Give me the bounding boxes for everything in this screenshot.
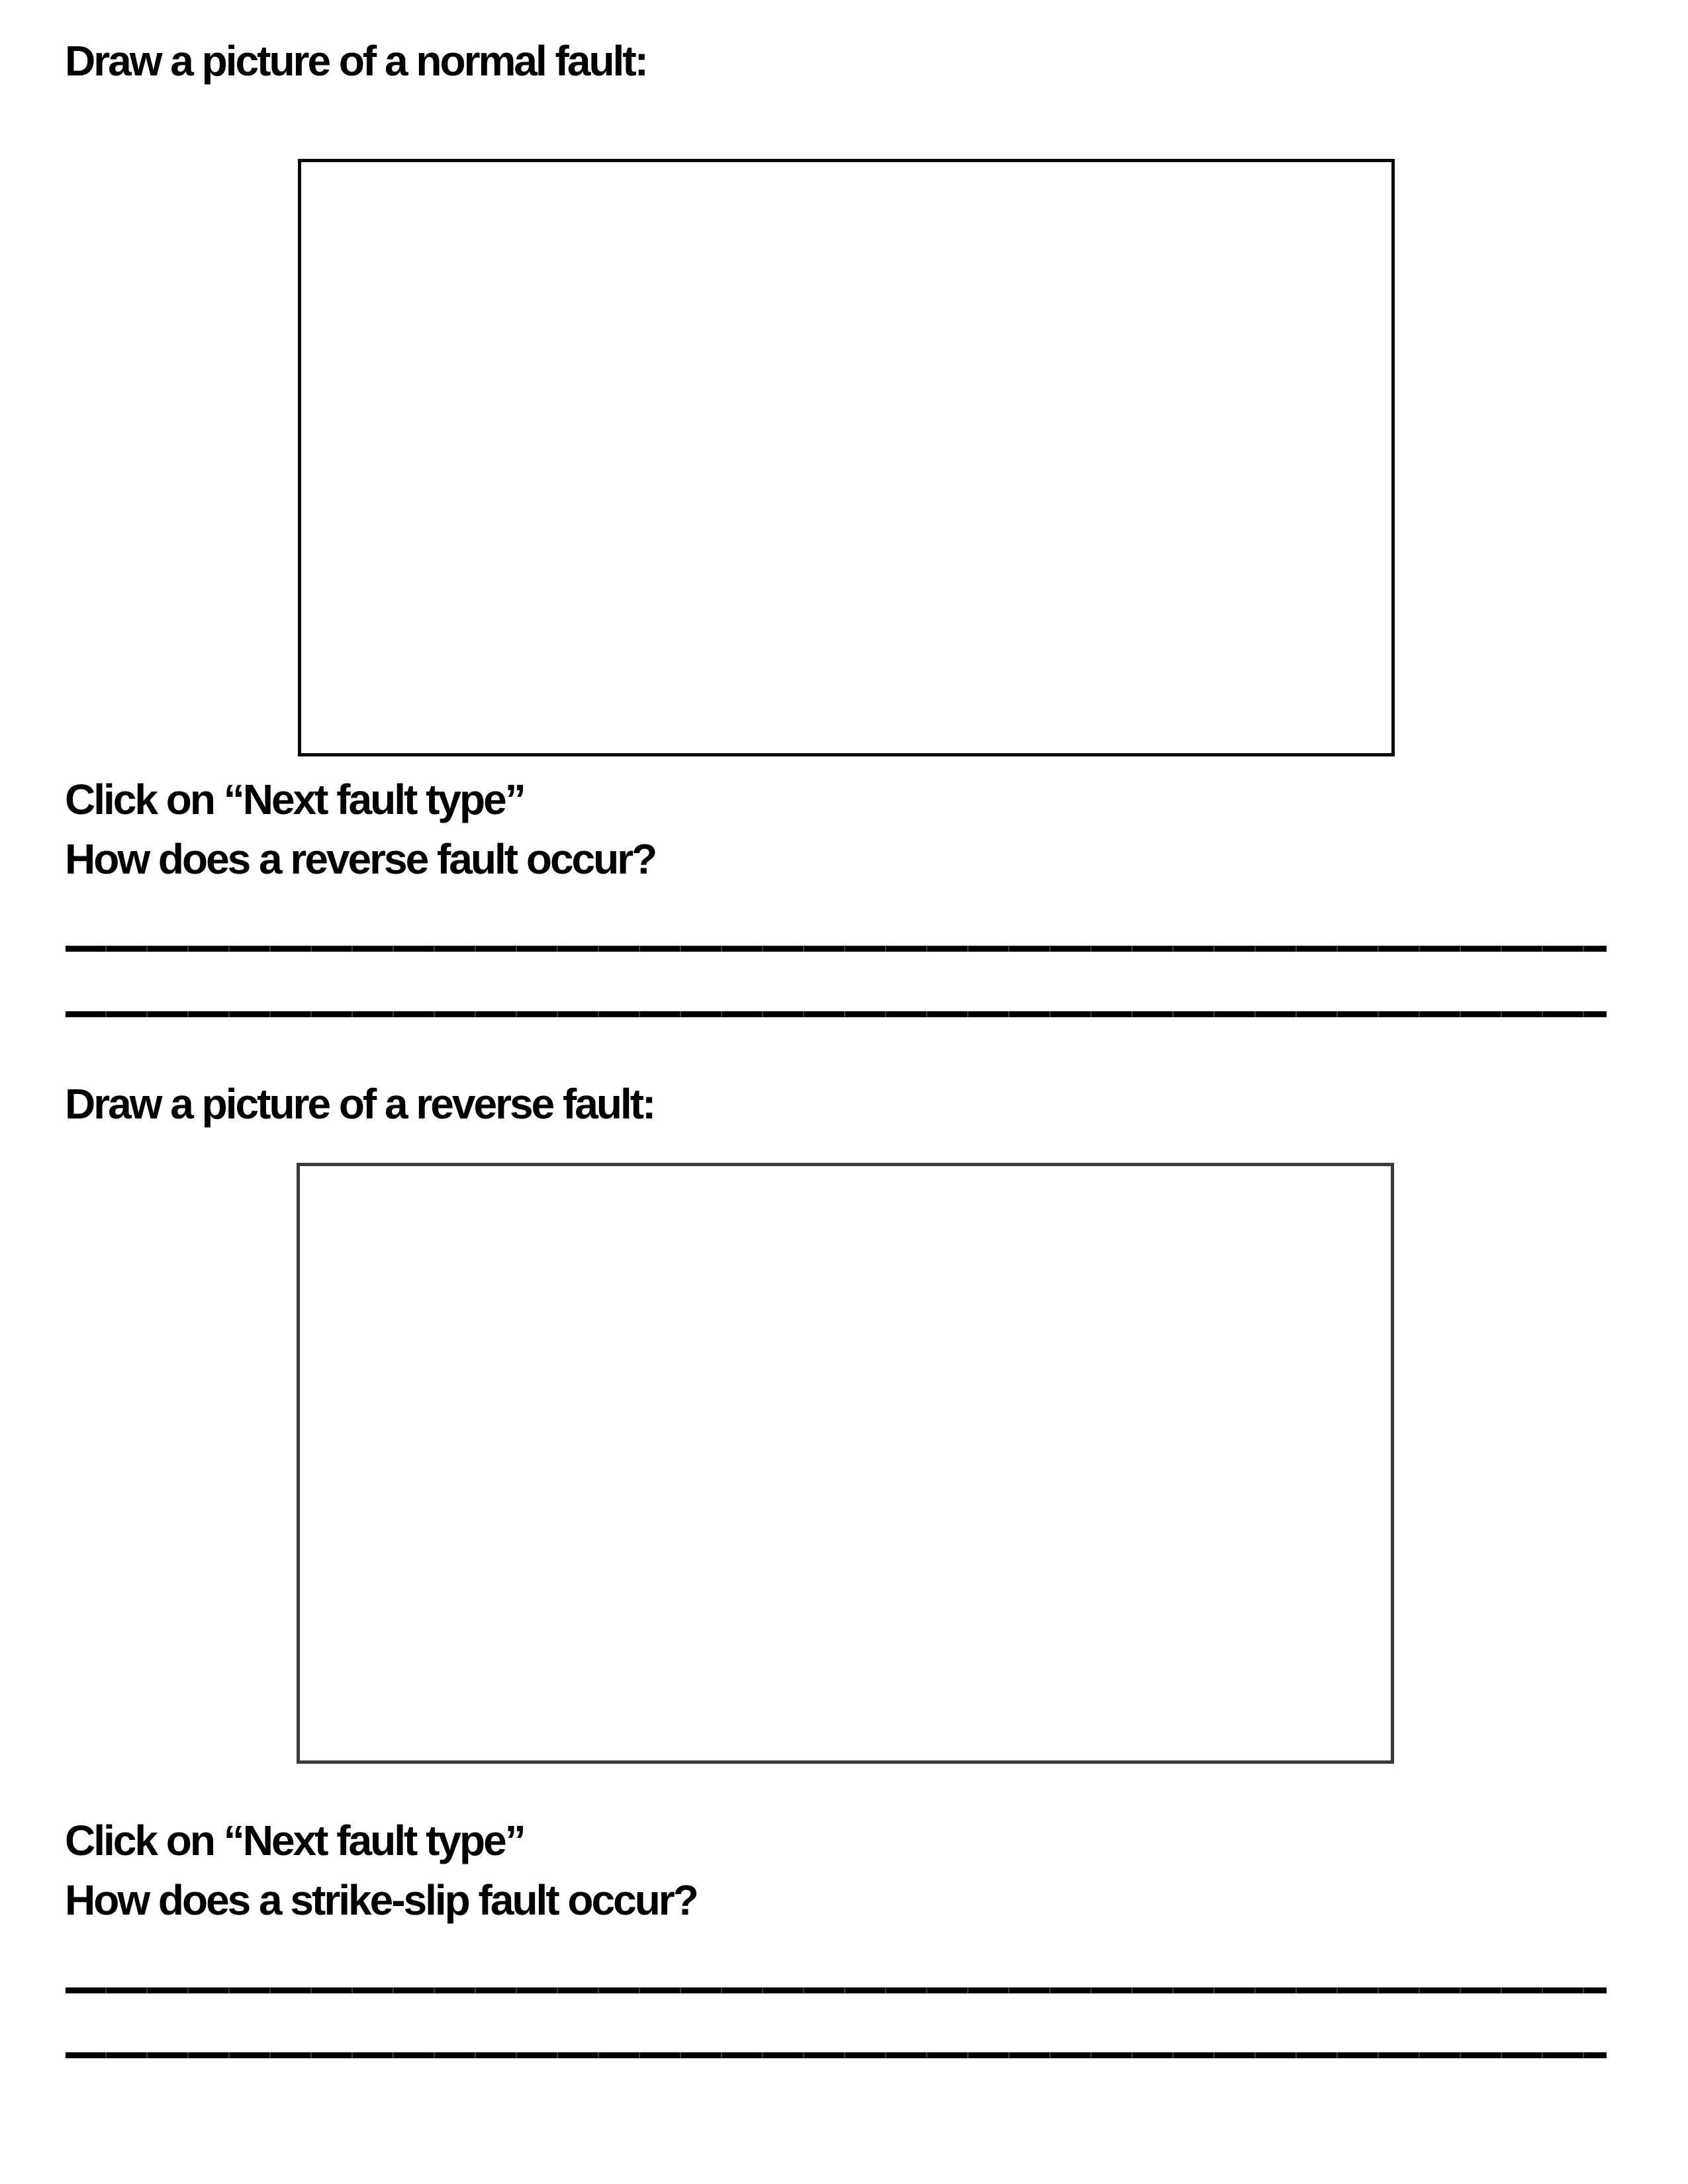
answer-line[interactable] xyxy=(66,1987,1607,1993)
question-block-reverse-fault xyxy=(65,770,655,889)
question-block-strike-slip-fault xyxy=(65,1811,697,1930)
prompt-normal-fault: Draw a picture of a normal fault: xyxy=(65,37,647,85)
question-strike-slip-fault: How does a strike-slip fault occur? xyxy=(65,1876,697,1924)
instruction-click-next-fault-type: Click on “Next fault type” xyxy=(65,776,524,823)
drawing-box-reverse-fault[interactable] xyxy=(297,1163,1394,1764)
prompt-reverse-fault: Draw a picture of a reverse fault: xyxy=(65,1080,655,1128)
drawing-box-normal-fault[interactable] xyxy=(298,159,1395,756)
answer-line[interactable] xyxy=(66,946,1607,952)
instruction-click-next-fault-type: Click on “Next fault type” xyxy=(65,1817,524,1864)
question-reverse-fault: How does a reverse fault occur? xyxy=(65,835,656,883)
answer-line[interactable] xyxy=(66,2052,1607,2058)
answer-line[interactable] xyxy=(66,1011,1607,1017)
